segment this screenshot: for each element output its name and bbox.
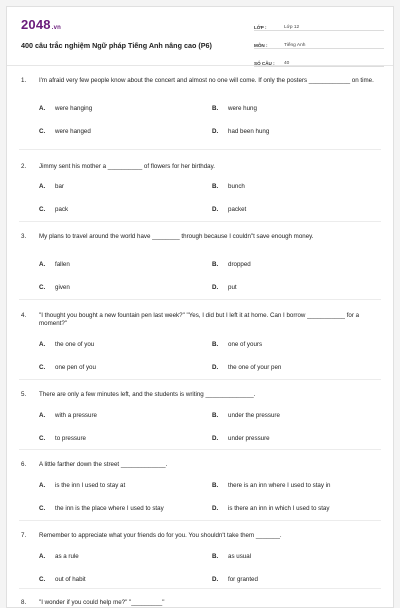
option-b[interactable] [212, 482, 331, 489]
option-letter: D. [212, 576, 219, 583]
option-text: put [228, 284, 237, 291]
question-text: Jimmy sent his mother a __________ of flowers for her birthday. [39, 163, 215, 170]
meta-subject-value: Tiếng Anh [284, 43, 306, 48]
option-a[interactable] [39, 261, 70, 268]
option-c[interactable] [39, 505, 164, 512]
meta-count-value: 40 [284, 61, 290, 66]
option-text: one of yours [228, 341, 263, 348]
option-a[interactable] [39, 183, 64, 190]
option-letter: B. [212, 553, 219, 560]
option-c[interactable] [39, 364, 96, 371]
option-a[interactable] [39, 553, 79, 560]
option-letter: C. [39, 505, 46, 512]
document-page [6, 6, 394, 608]
option-letter: B. [212, 105, 219, 112]
option-letter: C. [39, 284, 46, 291]
meta-subject-row [254, 33, 384, 49]
question-number: 3. [21, 233, 27, 240]
option-letter: C. [39, 576, 46, 583]
option-letter: B. [212, 412, 219, 419]
option-d[interactable] [212, 505, 329, 512]
option-text: had been hung [228, 128, 270, 135]
question-number: 7. [21, 532, 27, 539]
option-text: pack [55, 206, 69, 213]
option-text: to pressure [55, 435, 86, 442]
document-meta [254, 15, 384, 69]
option-d[interactable] [212, 576, 258, 583]
option-text: were hanged [55, 128, 91, 135]
meta-class-row [254, 15, 384, 31]
option-c[interactable] [39, 576, 86, 583]
option-text: dropped [228, 261, 251, 268]
divider [19, 379, 381, 380]
option-a[interactable] [39, 105, 92, 112]
option-text: the one of you [55, 341, 95, 348]
option-d[interactable] [212, 206, 246, 213]
document-header [7, 7, 393, 66]
option-letter: A. [39, 183, 46, 190]
meta-class-value: Lớp 12 [284, 25, 300, 30]
option-text: for granted [228, 576, 258, 583]
document-title: 400 câu trắc nghiệm Ngữ pháp Tiếng Anh nâng cao (P6) [21, 41, 212, 50]
option-letter: C. [39, 364, 46, 371]
option-letter: B. [212, 183, 219, 190]
option-text: as usual [228, 553, 252, 560]
meta-class-label: LỚP : [254, 25, 267, 30]
option-text: the one of your pen [228, 364, 282, 371]
question-number: 8. [21, 599, 27, 606]
option-text: under the pressure [228, 412, 280, 419]
option-letter: C. [39, 128, 46, 135]
question-number: 5. [21, 391, 27, 398]
option-letter: B. [212, 261, 219, 268]
option-text: bar [55, 183, 64, 190]
divider [19, 588, 381, 589]
question-text: My plans to travel around the world have ________ through because I couldn"t save enough money. [39, 233, 314, 240]
option-b[interactable] [212, 261, 251, 268]
option-text: fallen [55, 261, 70, 268]
question-text: A little farther down the street _____________. [39, 461, 168, 468]
option-letter: A. [39, 553, 46, 560]
option-letter: B. [212, 341, 219, 348]
option-text: packet [228, 206, 247, 213]
option-text: is the inn I used to stay at [55, 482, 126, 489]
option-letter: D. [212, 284, 219, 291]
option-letter: A. [39, 341, 46, 348]
option-c[interactable] [39, 435, 86, 442]
option-text: there is an inn where I used to stay in [228, 482, 331, 489]
option-d[interactable] [212, 364, 281, 371]
option-text: one pen of you [55, 364, 96, 371]
option-d[interactable] [212, 284, 237, 291]
option-text: the inn is the place where I used to stay [55, 505, 164, 512]
logo-suffix: .vn [51, 25, 62, 31]
divider [19, 449, 381, 450]
option-text: as a rule [55, 553, 79, 560]
site-logo[interactable] [21, 17, 61, 32]
option-letter: D. [212, 128, 219, 135]
option-letter: A. [39, 482, 46, 489]
option-b[interactable] [212, 412, 280, 419]
option-a[interactable] [39, 341, 94, 348]
option-a[interactable] [39, 482, 125, 489]
option-letter: B. [212, 482, 219, 489]
option-letter: A. [39, 261, 46, 268]
option-letter: D. [212, 435, 219, 442]
option-letter: C. [39, 435, 46, 442]
meta-subject-label: MÔN : [254, 43, 268, 48]
option-d[interactable] [212, 435, 270, 442]
option-c[interactable] [39, 206, 68, 213]
option-letter: A. [39, 105, 46, 112]
question-text: "I wonder if you could help me?" "_________" [39, 599, 165, 606]
option-letter: D. [212, 505, 219, 512]
question-number: 1. [21, 77, 27, 84]
option-b[interactable] [212, 105, 257, 112]
option-text: were hanging [55, 105, 93, 112]
option-text: were hung [228, 105, 257, 112]
question-text: "I thought you bought a new fountain pen last week?" "Yes, I did but I left it at home. Can I borrow ___________ for a moment?" [39, 312, 360, 327]
option-text: under pressure [228, 435, 270, 442]
option-b[interactable] [212, 553, 251, 560]
question-text: There are only a few minutes left, and the students is writing ______________. [39, 391, 256, 398]
meta-count-row [254, 51, 384, 67]
question-number: 2. [21, 163, 27, 170]
divider [19, 299, 381, 300]
option-b[interactable] [212, 183, 245, 190]
divider [19, 520, 381, 521]
option-a[interactable] [39, 412, 97, 419]
question-text: I'm afraid very few people know about the concert and almost no one will come. If only the posters ____________ on time. [39, 77, 374, 84]
option-letter: C. [39, 206, 46, 213]
option-b[interactable] [212, 341, 262, 348]
meta-count-label: SỐ CÂU : [254, 61, 275, 66]
divider [19, 221, 381, 222]
option-d[interactable] [212, 128, 269, 135]
option-text: given [55, 284, 70, 291]
question-number: 6. [21, 461, 27, 468]
option-letter: D. [212, 364, 219, 371]
question-number: 4. [21, 312, 27, 319]
option-text: is there an inn in which I used to stay [228, 505, 330, 512]
option-text: bunch [228, 183, 245, 190]
option-letter: D. [212, 206, 219, 213]
option-c[interactable] [39, 284, 70, 291]
option-text: with a pressure [55, 412, 97, 419]
logo-text: 2048 [21, 17, 51, 32]
option-letter: A. [39, 412, 46, 419]
option-c[interactable] [39, 128, 91, 135]
divider [19, 149, 381, 150]
question-text: Remember to appreciate what your friends do for you. You shouldn't take them _______. [39, 532, 282, 539]
option-text: out of habit [55, 576, 86, 583]
